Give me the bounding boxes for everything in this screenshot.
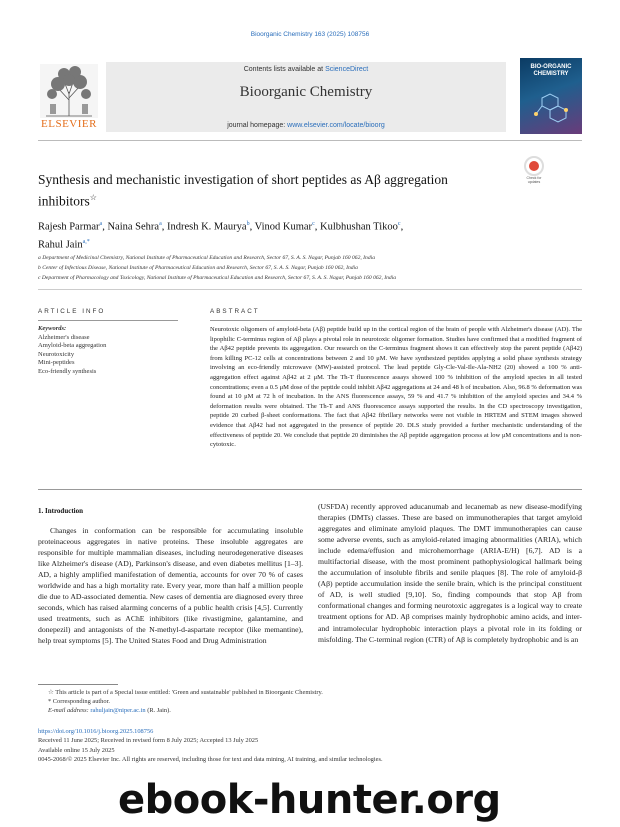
- elsevier-tree-icon: [40, 64, 98, 118]
- email-suffix: (R. Jain).: [145, 707, 171, 714]
- keywords-label: Keywords:: [38, 325, 67, 332]
- keyword-item: Eco-friendly synthesis: [38, 367, 97, 375]
- author-affil-mark[interactable]: a,*: [82, 238, 90, 245]
- author-name[interactable]: Naina Sehra: [107, 221, 160, 233]
- check-updates-label: Check for updates: [526, 176, 542, 184]
- header-divider: [38, 140, 582, 141]
- journal-cover-image: [520, 58, 582, 134]
- doi-link[interactable]: https://doi.org/10.1016/j.bioorg.2025.108756: [38, 728, 154, 735]
- author-affil-mark[interactable]: b: [246, 221, 250, 227]
- author-affil-mark[interactable]: a: [159, 221, 162, 227]
- abstract-text: Neurotoxic oligomers of amyloid-beta (Aβ) peptide build up in the cortical region of the brain of people with Alzheimer's disease (AD). The lipophilic C-terminus region of Aβ plays a pivotal role in neurotoxic oligomer formation. Studies have confirmed that a modified fragment of the Aβ42 peptide prevents its aggregation. Our research on the C-terminus fragment shows it can effectively stop the parent peptide (Aβ42) from killing PC-12 cells at concentrations between 2 and 10 μM. We have synthesized peptides applying a solid phase synthesis strategy involving an eco-friendly microwave (MW)-assisted protocol. The lead peptide Gly-Cle-Val-Ile-Ala-NH2 (20) showed a 100 % anti-aggregation effect against Aβ42 at 2 μM. The Th-T fluorescence assays showed 100 % inhibition of the amyloid species in all tested concentrations; even a 0.5 μM dose of the peptide could inhibit Aβ42 aggregations at 24 and 48 h of incubation. Also, 96.8 % deformation was found at 10 μM at 72 h of incubation. In the ANS fluorescence assays, 59 % and 41.7 % inhibition of the amyloid species and 34.4 % deformation results were obtained. The Th-T and ANS fluorescence assays supported the results. In the CD spectroscopy investigation, peptide 20 curbed β-sheet conformations. The fact that Aβ42 fibrillary networks were not visible in HRTEM and STEM images showed evidence that Aβ42 had not aggregated in the presence of peptide 20. DLS study provided a further mechanistic understanding of the effectiveness of peptide 20. We conclude that peptide 20 diminishes the Aβ peptide aggregation process at low μM concentrations and is non-cytotoxic.: [210, 326, 582, 449]
- keyword-item: Amyloid-beta aggregation: [38, 342, 107, 350]
- keyword-item: Mini-peptides: [38, 359, 75, 367]
- elsevier-wordmark: ELSEVIER: [41, 118, 97, 130]
- keyword-item: Alzheimer's disease: [38, 333, 90, 341]
- publication-info: [38, 727, 578, 764]
- author-list: Rajesh Parmar$^a$, Naina Sehra$^a$, Indresh K. Maurya$^b$, Vinod Kumar$^c$, Kulbhushan Tikoo$^c$, Rahul Jain$^{a,*}$: [38, 221, 404, 250]
- check-updates-icon: [524, 156, 544, 176]
- footnote-divider: [38, 684, 118, 685]
- affiliation-item: b Center of Infectious Disease, National Institute of Pharmaceutical Education and Research, Sector 67, S. A. S. Nagar, Punjab 160 062, India: [38, 265, 358, 271]
- special-issue-footnote: ☆ This article is part of a Special issue entitled: 'Green and sustainable' published in Bioorganic Chemistry.: [48, 689, 323, 696]
- contents-prefix: Contents lists available at: [243, 66, 326, 73]
- affiliation-item: c Department of Pharmacology and Toxicology, National Institute of Pharmaceutical Education and Research, Sector 67, S. A. S. Nagar, Punjab 160 062, India: [38, 275, 397, 281]
- author-affil-mark[interactable]: c: [397, 221, 401, 227]
- affiliation-item: a Department of Medicinal Chemistry, National Institute of Pharmaceutical Education and Research, Sector 67, S. A. S. Nagar, Punjab 160 062, India: [38, 255, 375, 261]
- affiliations: [38, 253, 578, 283]
- abstract-heading: ABSTRACT: [210, 308, 260, 315]
- article-title: [38, 171, 498, 211]
- homepage-link[interactable]: www.elsevier.com/locate/bioorg: [287, 122, 385, 129]
- article-info-heading: ARTICLE INFO: [38, 308, 106, 315]
- watermark: [118, 777, 618, 825]
- keyword-item: Neurotoxicity: [38, 350, 75, 358]
- homepage-prefix: journal homepage:: [227, 122, 288, 129]
- contents-line: [106, 66, 506, 73]
- elsevier-logo: [38, 62, 100, 132]
- cover-molecule-icon: [532, 92, 570, 126]
- article-info-divider: [38, 320, 178, 321]
- affiliation-divider: [38, 289, 582, 290]
- footnotes: [38, 688, 578, 715]
- section-heading-introduction: 1. Introduction: [38, 507, 83, 515]
- author-name[interactable]: Rahul Jain: [38, 239, 83, 250]
- corresponding-author-footnote: * Corresponding author.: [48, 698, 110, 705]
- abstract-divider: [210, 320, 582, 321]
- email-label: E-mail address:: [48, 707, 91, 714]
- author-name[interactable]: Indresh K. Maurya: [166, 221, 247, 233]
- journal-citation-line[interactable]: Bioorganic Chemistry 163 (2025) 108756: [250, 31, 370, 38]
- watermark-text: ebook-hunter.org: [118, 777, 501, 823]
- journal-name: Bioorganic Chemistry: [239, 84, 373, 100]
- cover-title: BIO-ORGANIC CHEMISTRY: [530, 64, 572, 77]
- keywords-block: [38, 325, 188, 377]
- abstract-end-divider: [38, 489, 582, 490]
- journal-masthead: [106, 62, 506, 132]
- author-name[interactable]: Rajesh Parmar: [38, 221, 100, 233]
- check-for-updates-badge[interactable]: [521, 156, 547, 186]
- body-paragraph: Changes in conformation can be responsible for accumulating insoluble proteinaceous aggregates in native proteins. These insoluble aggregates are responsible for multiple mammalian diseases, including neurodegenerative diseases like Alzheimer's disease (AD), Parkinson's disease, and even diabetes mellitus [1–3]. AD, a highly amplified manifestation of dementia, accounts for over 70 % of cases worldwide and has a high mortality rate. Every year, more than half a million people die due to AD-associated dementia. New cases of dementia are diagnosed every three seconds, which has raised alarming concerns of a public health crisis [4,5]. Currently used treatments, such as AChE inhibitors (like rivastigmine, galantamine, and donepezil) and antagonists of the N-methyl-d-aspartate receptor (like memantine), help treat symptoms [5]. The United States Food and Drug Administration: [38, 526, 303, 646]
- body-column-right: (USFDA) recently approved aducanumab and lecanemab as new disease-modifying therapies (DMTs) classes. These are based on immunotherapies that target amyloid aggregates and eliminate amyloid plaques. The DMT immunotherapies can cause some adverse events, such as amyloid-related imaging abnormalities (ARIA), which include edema/effusion and microhemorrhage (ARIA-E/H) [6,7]. AD is a multifactorial disease, with the most prominent pathophysiological hallmark being the accumulation of insoluble fibrils and senile plaques [8]. The role of amyloid-β (Aβ) peptide accumulation inside the senile brain, which is the principal constituent of AD, is well studied [9,10]. So, finding compounds that stop Aβ from conformational changes and forming neurotoxic aggregates is a logical way to create treatment options for AD. Aβ comprises mainly hydrophobic amino acids, and inter- and intramolecular hydrophobic interaction plays a pivotal role in its folding or misfolding. The C-terminal region (CTR) of Aβ is completely hydrophobic and is an: [318, 502, 582, 644]
- available-online: Available online 15 July 2025: [38, 746, 115, 754]
- received-dates: Received 11 June 2025; Received in revised form 8 July 2025; Accepted 13 July 2025: [38, 737, 259, 745]
- homepage-line: [106, 122, 506, 129]
- author-affil-mark[interactable]: a: [99, 221, 103, 227]
- author-name[interactable]: Vinod Kumar: [254, 221, 313, 233]
- title-footnote-mark[interactable]: ☆: [89, 193, 97, 202]
- email-link[interactable]: rahuljain@niper.ac.in: [90, 707, 146, 714]
- email-footnote: [38, 706, 578, 715]
- author-name[interactable]: Kulbhushan Tikoo: [319, 221, 398, 233]
- body-column-left: [38, 525, 303, 647]
- sciencedirect-link[interactable]: ScienceDirect: [325, 66, 369, 73]
- copyright-notice: 0045-2068/© 2025 Elsevier Inc. All rights are reserved, including those for text and data mining, AI training, and similar technologies.: [38, 755, 383, 763]
- article-title-text: Synthesis and mechanistic investigation of short peptides as Aβ aggregation inhibitors: [38, 172, 448, 209]
- author-affil-mark[interactable]: c: [312, 221, 315, 227]
